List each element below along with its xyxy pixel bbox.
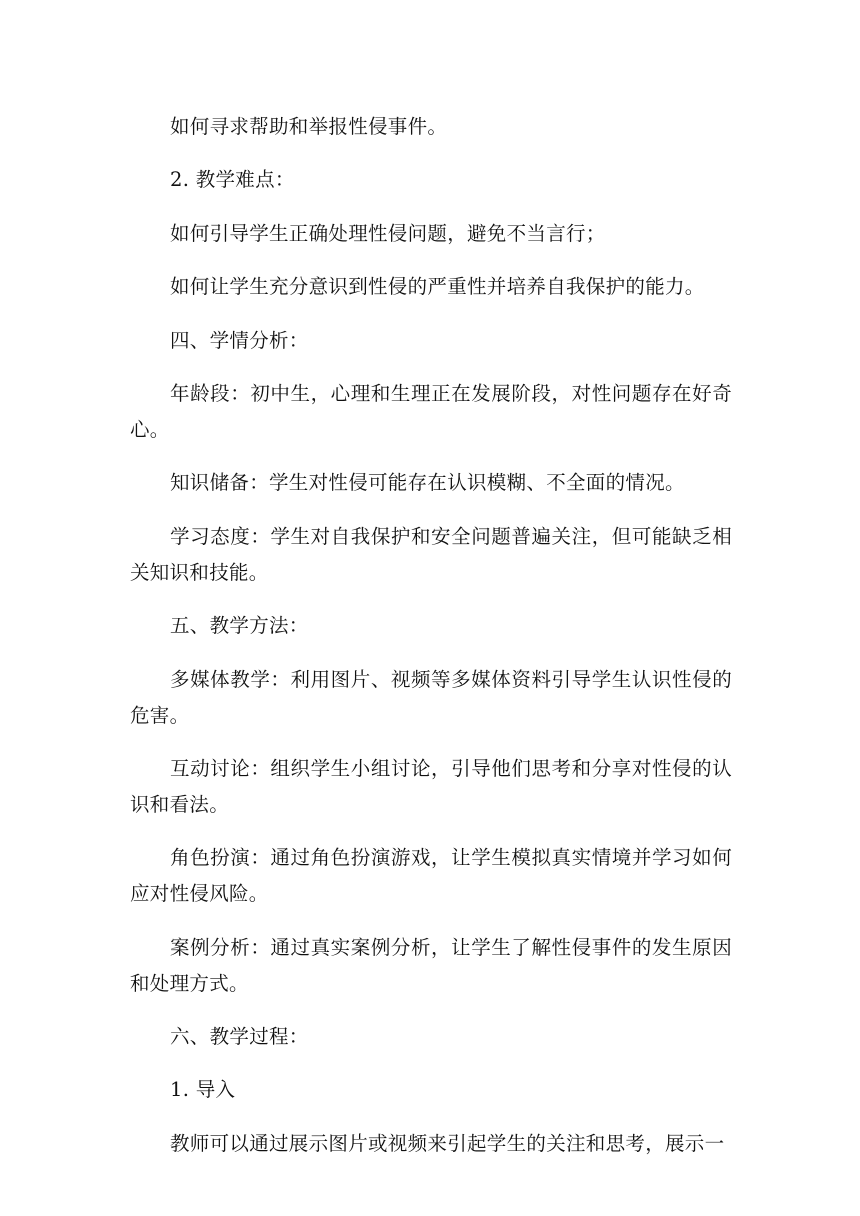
paragraph-discussion: 互动讨论：组织学生小组讨论，引导他们思考和分享对性侵的认识和看法。 (130, 756, 732, 816)
heading-teaching-methods: 五、教学方法： (170, 614, 309, 638)
paragraph-introduction-text: 教师可以通过展示图片或视频来引起学生的关注和思考，展示一 (170, 1131, 725, 1155)
heading-teaching-difficulties: 2. 教学难点： (170, 168, 295, 192)
paragraph-difficulty-1: 如何引导学生正确处理性侵问题，避免不当言行； (170, 221, 606, 245)
paragraph-multimedia: 多媒体教学：利用图片、视频等多媒体资料引导学生认识性侵的危害。 (130, 667, 732, 727)
paragraph-difficulty-2: 如何让学生充分意识到性侵的严重性并培养自我保护的能力。 (170, 275, 705, 299)
heading-student-analysis: 四、学情分析： (170, 328, 309, 352)
heading-introduction: 1. 导入 (170, 1078, 236, 1102)
paragraph-report-help: 如何寻求帮助和举报性侵事件。 (170, 115, 448, 138)
document-body (130, 109, 732, 1162)
heading-teaching-process: 六、教学过程： (170, 1025, 309, 1049)
paragraph-role-play: 角色扮演：通过角色扮演游戏，让学生模拟真实情境并学习如何应对性侵风险。 (130, 846, 732, 906)
paragraph-attitude: 学习态度：学生对自我保护和安全问题普遍关注，但可能缺乏相关知识和技能。 (130, 524, 732, 584)
paragraph-case-analysis: 案例分析：通过真实案例分析，让学生了解性侵事件的发生原因和处理方式。 (130, 935, 732, 995)
paragraph-age-group: 年龄段：初中生，心理和生理正在发展阶段，对性问题存在好奇心。 (130, 381, 732, 441)
paragraph-knowledge: 知识储备：学生对性侵可能存在认识模糊、不全面的情况。 (170, 471, 685, 495)
